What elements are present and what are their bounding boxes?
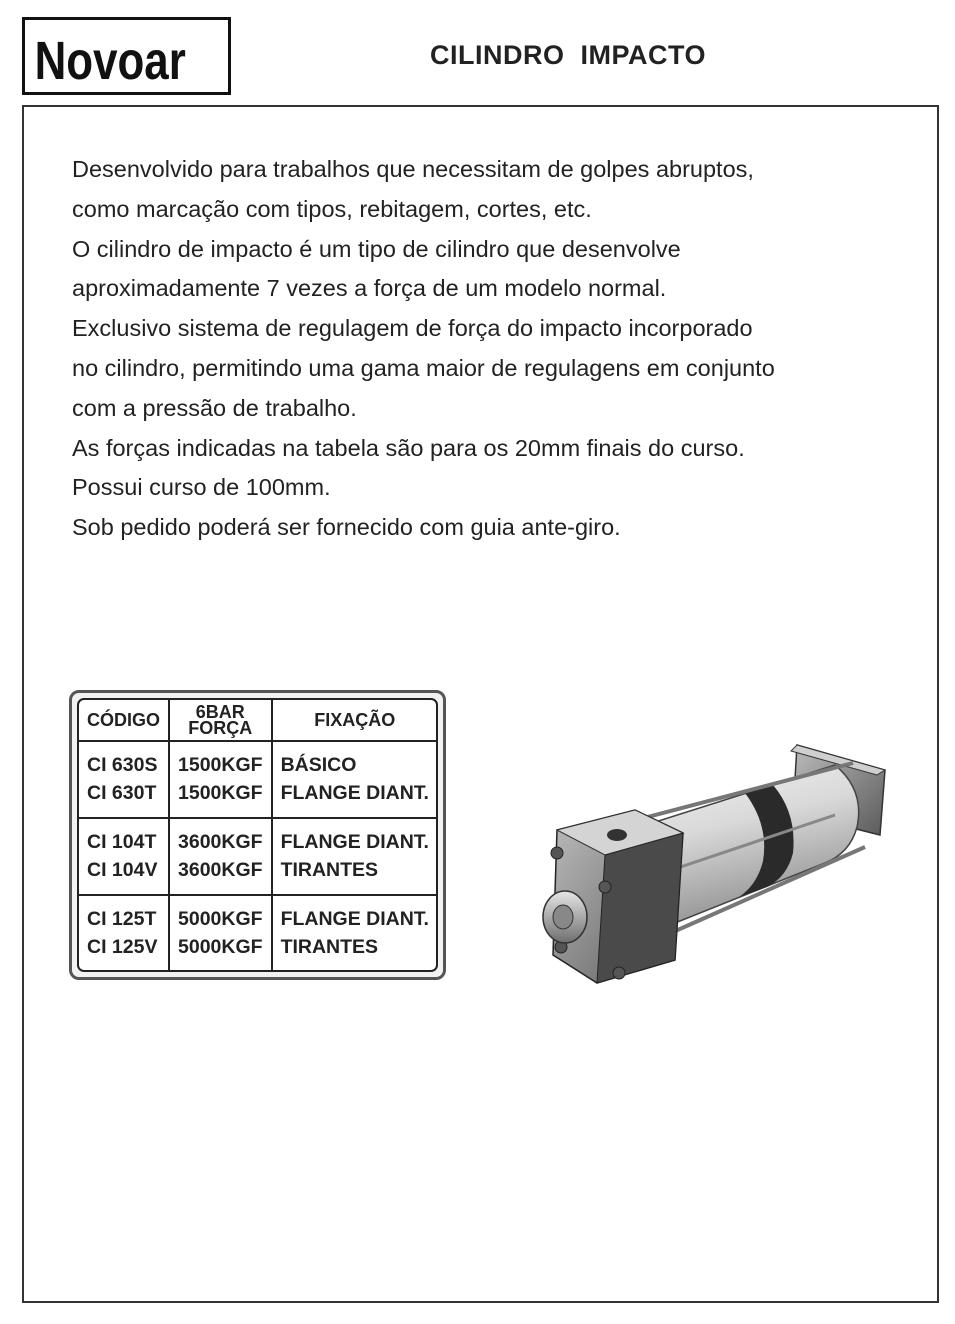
cell-code: CI 125V [87, 935, 158, 958]
description-line: O cilindro de impacto é um tipo de cilindro que desenvolve [72, 235, 681, 262]
cell-fixations [272, 818, 437, 895]
header-force-label: FORÇA [188, 718, 253, 738]
description-line: como marcação com tipos, rebitagem, cortes, etc. [72, 195, 592, 222]
cylinder-illustration [535, 735, 895, 990]
spec-table-frame [69, 690, 446, 980]
cell-fixations [272, 741, 437, 818]
cell-fixation: TIRANTES [280, 859, 379, 882]
description-line: com a pressão de trabalho. [72, 394, 357, 421]
cell-force: 1500KGF [178, 782, 263, 805]
table-row [79, 818, 437, 895]
description-line: Possui curso de 100mm. [72, 474, 331, 501]
description [72, 150, 912, 548]
header-code: CÓDIGO [79, 700, 169, 741]
cell-code: CI 125T [87, 907, 157, 930]
cell-code: CI 104T [87, 831, 157, 854]
cell-force: 3600KGF [178, 831, 263, 854]
cell-fixations [272, 895, 437, 970]
nut [551, 847, 563, 859]
table-header-row [79, 700, 437, 741]
table-row [79, 895, 437, 970]
description-line: As forças indicadas na tabela são para os 20mm finais do curso. [72, 434, 745, 461]
table-row [79, 741, 437, 818]
cell-codes [79, 818, 169, 895]
cell-forces [169, 895, 272, 970]
cell-force: 5000KGF [178, 907, 263, 930]
cell-fixation: BÁSICO [280, 754, 357, 777]
piston-rod-thread [553, 905, 573, 929]
cell-codes [79, 895, 169, 970]
cell-force: 5000KGF [178, 935, 263, 958]
description-line: aproximadamente 7 vezes a força de um modelo normal. [72, 275, 667, 302]
cell-forces [169, 818, 272, 895]
header-force [169, 700, 272, 741]
impact-cylinder-photo [535, 735, 895, 990]
cell-force: 3600KGF [178, 859, 263, 882]
cell-code: CI 630T [87, 782, 157, 805]
cell-forces [169, 741, 272, 818]
brand-logo [22, 17, 231, 95]
header-force-pressure: 6BAR [195, 702, 245, 722]
description-line: Desenvolvido para trabalhos que necessitam de golpes abruptos, [72, 156, 754, 182]
spec-table [79, 700, 437, 970]
description-line: Sob pedido poderá ser fornecido com guia ante-giro. [72, 514, 621, 541]
nut [613, 967, 625, 979]
spec-table-inner [77, 698, 438, 972]
cell-fixation: FLANGE DIANT. [280, 782, 429, 805]
brand-logo-text: Novoar [34, 32, 186, 92]
page-title: CILINDRO IMPACTO [430, 40, 706, 70]
cell-fixation: FLANGE DIANT. [280, 831, 429, 854]
cell-fixation: FLANGE DIANT. [280, 907, 429, 930]
cell-code: CI 104V [87, 859, 158, 882]
cell-codes [79, 741, 169, 818]
cell-fixation: TIRANTES [280, 935, 379, 958]
air-port [607, 829, 627, 841]
cell-force: 1500KGF [178, 754, 263, 777]
header-fixation: FIXAÇÃO [272, 700, 437, 741]
cell-code: CI 630S [87, 754, 158, 777]
description-line: Exclusivo sistema de regulagem de força do impacto incorporado [72, 315, 753, 342]
description-line: no cilindro, permitindo uma gama maior de regulagens em conjunto [72, 354, 775, 381]
nut [599, 881, 611, 893]
brand-logo-mark [25, 20, 228, 92]
front-cap-side [597, 833, 683, 983]
